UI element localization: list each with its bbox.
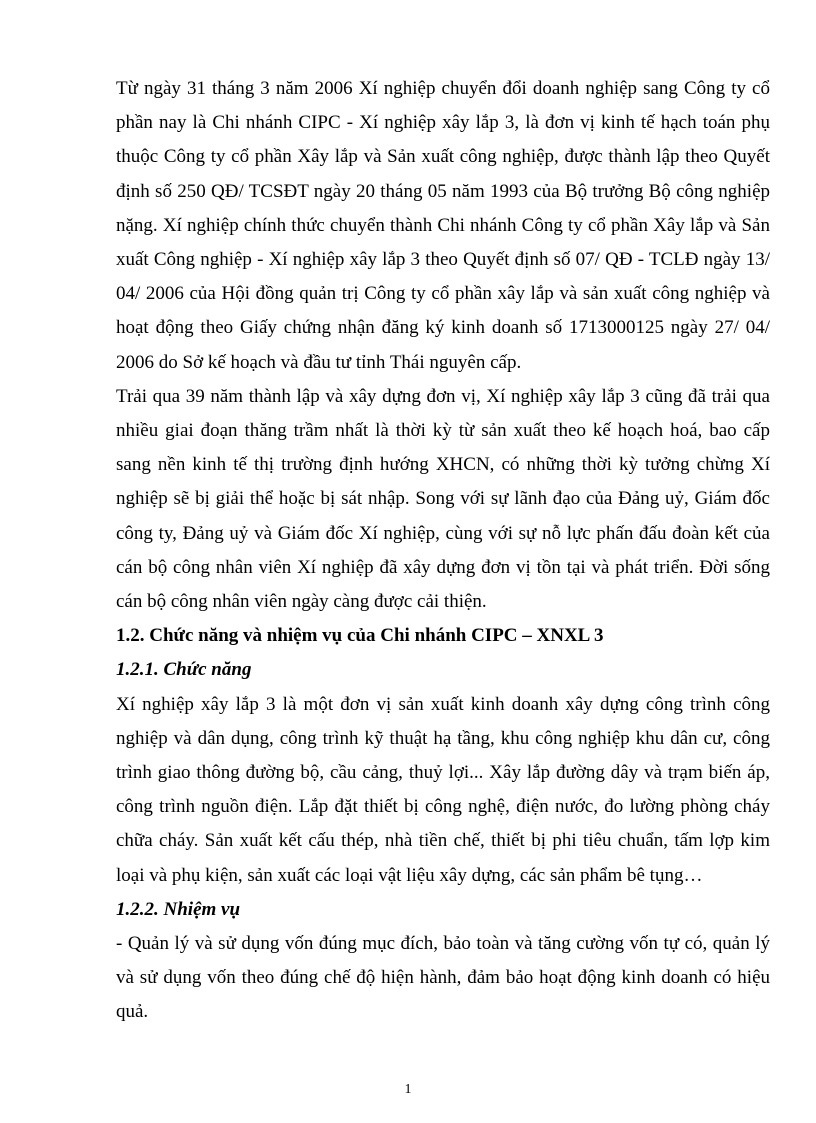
page-number: 1: [404, 1082, 412, 1097]
subheading-duty: 1.2.2. Nhiệm vụ: [116, 898, 241, 920]
paragraph-conversion-history: Từ ngày 31 tháng 3 năm 2006 Xí nghiệp chuyển đổi doanh nghiệp sang Công ty cổ phần nay là Chi nhánh CIPC - Xí nghiệp xây lắp 3, là đơn vị kinh tế hạch toán phụ thuộc Công ty cổ phần Xây lắp và Sản xuất công nghiệp, được thành lập theo Quyết định số 250 QĐ/ TCSĐT ngày 20 tháng 05 năm 1993 của Bộ trưởng Bộ công nghiệp nặng. Xí nghiệp chính thức chuyển thành Chi nhánh Công ty cổ phần Xây lắp và Sản xuất Công nghiệp - Xí nghiệp xây lắp 3 theo Quyết định số 07/ QĐ - TCLĐ ngày 13/ 04/ 2006 của Hội đồng quản trị Công ty cổ phần xây lắp và sản xuất công nghiệp và hoạt động theo Giấy chứng nhận đăng ký kinh doanh số 1713000125 ngày 27/ 04/ 2006 do Sở kế hoạch và đầu tư tỉnh Thái nguyên cấp.: [116, 78, 770, 373]
section-heading: 1.2. Chức năng và nhiệm vụ của Chi nhánh CIPC – XNXL 3: [116, 625, 604, 647]
paragraph-duty: - Quản lý và sử dụng vốn đúng mục đích, bảo toàn và tăng cường vốn tự có, quản lý và sử dụng vốn theo đúng chế độ hiện hành, đảm bảo hoạt động kinh doanh có hiệu quả.: [116, 933, 770, 1023]
paragraph-function: Xí nghiệp xây lắp 3 là một đơn vị sản xuất kinh doanh xây dựng công trình công nghiệp và dân dụng, công trình kỹ thuật hạ tầng, khu công nghiệp khu dân cư, công trình giao thông đường bộ, cầu cảng, thuỷ lợi... Xây lắp đường dây và trạm biến áp, công trình nguồn điện. Lắp đặt thiết bị công nghệ, điện nước, đo lường phòng cháy chữa cháy. Sản xuất kết cấu thép, nhà tiền chế, thiết bị phi tiêu chuẩn, tấm lợp kim loại và phụ kiện, sản xuất các loại vật liệu xây dựng, các sản phẩm bê tụng…: [116, 693, 770, 886]
subheading-function: 1.2.1. Chức năng: [116, 659, 252, 681]
paragraph-development-history: Trải qua 39 năm thành lập và xây dựng đơn vị, Xí nghiệp xây lắp 3 cũng đã trải qua nhiều giai đoạn thăng trầm nhất là thời kỳ từ sản xuất theo kế hoạch hoá, bao cấp sang nền kinh tế thị trường định hướng XHCN, có những thời kỳ tưởng chừng Xí nghiệp sẽ bị giải thể hoặc bị sát nhập. Song với sự lãnh đạo của Đảng uỷ, Giám đốc công ty, Đảng uỷ và Giám đốc Xí nghiệp, cùng với sự nỗ lực phấn đấu đoàn kết của cán bộ công nhân viên Xí nghiệp đã xây dựng đơn vị tồn tại và phát triển. Đời sống cán bộ công nhân viên ngày càng được cải thiện.: [116, 385, 770, 613]
document-page: [116, 72, 770, 1030]
